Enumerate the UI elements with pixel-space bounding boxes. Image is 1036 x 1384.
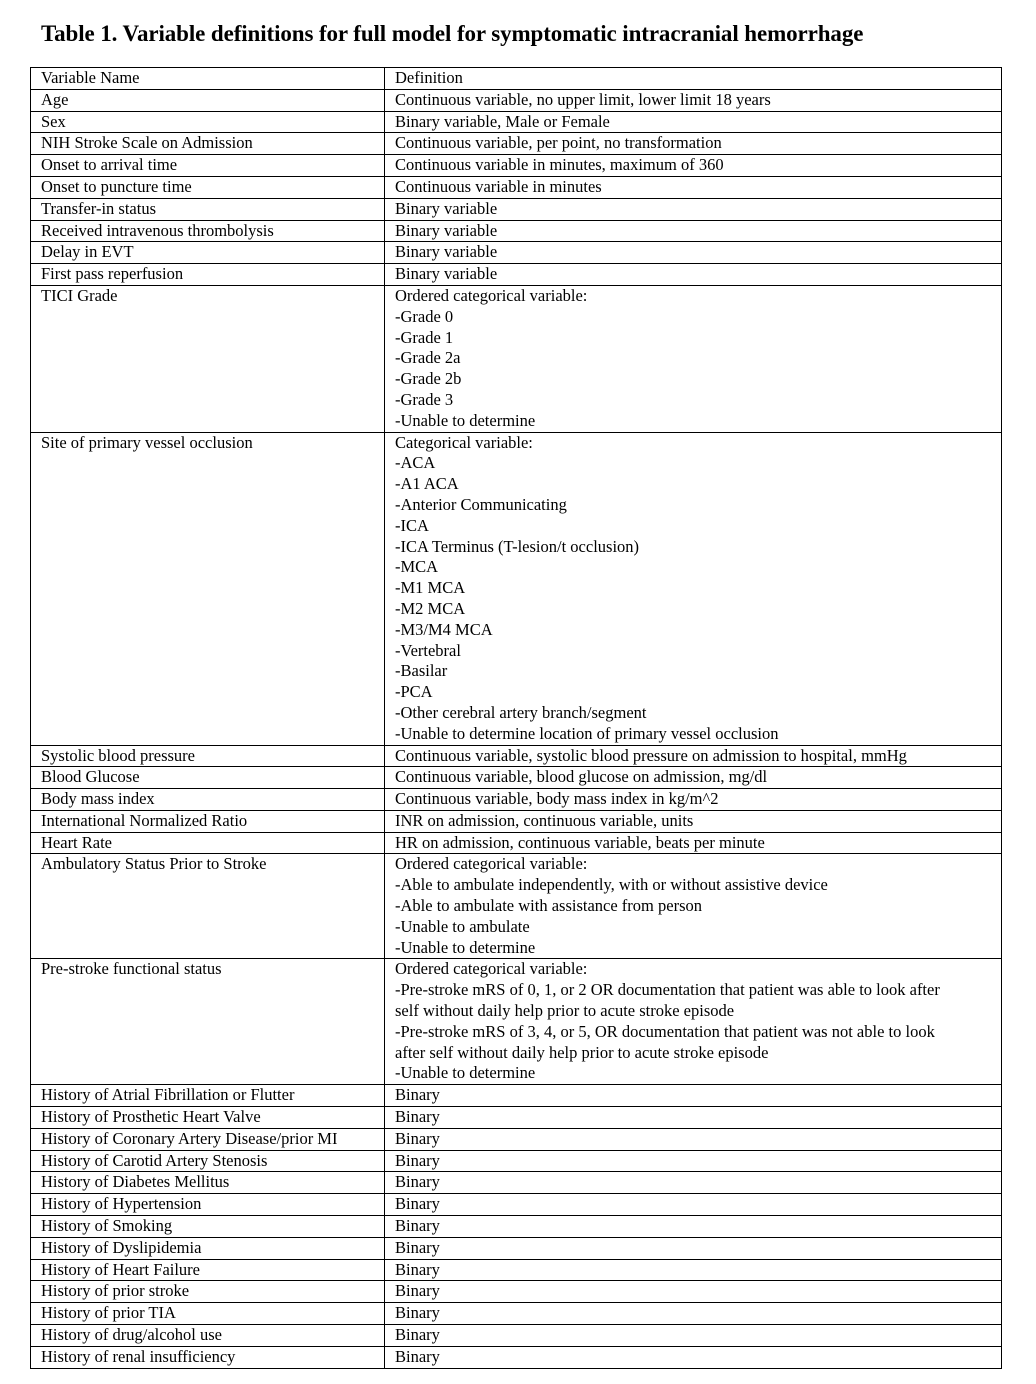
variable-name-cell: TICI Grade	[31, 285, 385, 432]
table-row	[31, 1346, 1002, 1368]
definition-line: Continuous variable in minutes	[395, 176, 602, 196]
table-row	[31, 1194, 1002, 1216]
definition-cell	[385, 1303, 1002, 1325]
definition-line: Binary variable	[395, 242, 498, 262]
definition-line: -M1 MCA	[395, 578, 466, 598]
variable-name-cell: NIH Stroke Scale on Admission	[31, 133, 385, 155]
table-row	[31, 133, 1002, 155]
definition-line: -Other cerebral artery branch/segment	[395, 702, 647, 722]
variable-name-cell: History of Dyslipidemia	[31, 1237, 385, 1259]
definition-cell	[385, 285, 1002, 432]
definition-cell	[385, 767, 1002, 789]
definition-line: -Grade 0	[395, 306, 454, 326]
definition-line: -Grade 2b	[395, 369, 462, 389]
variable-name-cell: Pre-stroke functional status	[31, 959, 385, 1085]
definition-line: Continuous variable, no upper limit, lower limit 18 years	[395, 89, 771, 109]
variable-name-cell: History of drug/alcohol use	[31, 1325, 385, 1347]
table-row	[31, 1237, 1002, 1259]
definition-line: self without daily help prior to acute stroke episode	[395, 1001, 735, 1021]
definition-line: Binary	[395, 1237, 440, 1257]
definition-cell	[385, 89, 1002, 111]
definition-line: -PCA	[395, 682, 433, 702]
variable-name-cell: History of Atrial Fibrillation or Flutter	[31, 1085, 385, 1107]
table-row	[31, 1303, 1002, 1325]
definition-line: -Unable to determine	[395, 410, 536, 430]
variable-name-cell: History of prior TIA	[31, 1303, 385, 1325]
variable-name-cell: History of Carotid Artery Stenosis	[31, 1150, 385, 1172]
variable-name-cell: History of Hypertension	[31, 1194, 385, 1216]
definition-cell	[385, 1128, 1002, 1150]
definition-line: Binary	[395, 1216, 440, 1236]
definition-line: Binary	[395, 1325, 440, 1345]
definition-cell	[385, 810, 1002, 832]
definition-cell	[385, 176, 1002, 198]
definition-line: Binary	[395, 1172, 440, 1192]
table-row	[31, 176, 1002, 198]
definition-line: Ordered categorical variable:	[395, 285, 588, 305]
variable-name-cell: Transfer-in status	[31, 198, 385, 220]
definition-line: -Able to ambulate independently, with or without assistive device	[395, 875, 828, 895]
variable-name-cell: History of Heart Failure	[31, 1259, 385, 1281]
definition-line: Ordered categorical variable:	[395, 959, 588, 979]
variable-name-cell: Delay in EVT	[31, 242, 385, 264]
definition-cell	[385, 1325, 1002, 1347]
variable-name-cell: Sex	[31, 111, 385, 133]
definition-line: Binary	[395, 1194, 440, 1214]
definition-line: -Anterior Communicating	[395, 494, 567, 514]
definition-line: HR on admission, continuous variable, beats per minute	[395, 832, 765, 852]
definition-cell	[385, 1085, 1002, 1107]
definition-line: Continuous variable in minutes, maximum of 360	[395, 155, 724, 175]
definition-line: -Pre-stroke mRS of 0, 1, or 2 OR documentation that patient was able to look after	[395, 980, 940, 1000]
table-row	[31, 1259, 1002, 1281]
variable-name-cell: History of Coronary Artery Disease/prior MI	[31, 1128, 385, 1150]
definition-line: Continuous variable, body mass index in kg/m^2	[395, 789, 719, 809]
table-row	[31, 1085, 1002, 1107]
variable-name-cell: International Normalized Ratio	[31, 810, 385, 832]
table-title: Table 1. Variable definitions for full model for symptomatic intracranial hemorrhage	[41, 21, 864, 46]
definition-cell	[385, 220, 1002, 242]
definition-line: -Unable to ambulate	[395, 916, 530, 936]
definition-cell	[385, 1281, 1002, 1303]
variable-name-cell: Heart Rate	[31, 832, 385, 854]
definition-line: Binary variable	[395, 264, 498, 284]
variable-name-cell: Systolic blood pressure	[31, 745, 385, 767]
definition-line: Continuous variable, systolic blood pressure on admission to hospital, mmHg	[395, 745, 907, 765]
table-row	[31, 959, 1002, 1085]
definition-line: Binary variable	[395, 198, 498, 218]
definition-cell	[385, 1194, 1002, 1216]
table-row	[31, 89, 1002, 111]
definition-line: Binary	[395, 1128, 440, 1148]
definition-cell	[385, 264, 1002, 286]
definition-line: -Unable to determine	[395, 937, 536, 957]
definition-line: -Grade 2a	[395, 348, 461, 368]
definition-cell	[385, 1346, 1002, 1368]
variable-name-cell: Site of primary vessel occlusion	[31, 432, 385, 745]
definition-line: -Grade 3	[395, 389, 454, 409]
definition-line: -Unable to determine	[395, 1063, 536, 1083]
definition-line: -M3/M4 MCA	[395, 619, 493, 639]
definition-line: -Basilar	[395, 661, 448, 681]
table-row	[31, 789, 1002, 811]
table-row	[31, 1216, 1002, 1238]
variable-name-cell: Blood Glucose	[31, 767, 385, 789]
definition-line: Binary	[395, 1259, 440, 1279]
variable-name-cell: First pass reperfusion	[31, 264, 385, 286]
variable-definitions-table	[30, 67, 1002, 1369]
definition-line: -MCA	[395, 557, 439, 577]
definition-cell	[385, 832, 1002, 854]
definition-line: Continuous variable, per point, no transformation	[395, 133, 722, 153]
definition-cell	[385, 959, 1002, 1085]
header-variable-name: Variable Name	[31, 68, 385, 90]
table-row	[31, 155, 1002, 177]
table-row	[31, 1281, 1002, 1303]
table-row	[31, 1172, 1002, 1194]
definition-cell	[385, 1172, 1002, 1194]
table-row	[31, 832, 1002, 854]
definition-cell	[385, 1216, 1002, 1238]
definition-line: Ordered categorical variable:	[395, 854, 588, 874]
header-definition: Definition	[385, 68, 1002, 90]
definition-line: -ICA Terminus (T-lesion/t occlusion)	[395, 536, 640, 556]
variable-name-cell: History of prior stroke	[31, 1281, 385, 1303]
table-row	[31, 264, 1002, 286]
definition-line: Binary	[395, 1281, 440, 1301]
definition-cell	[385, 242, 1002, 264]
definition-line: -A1 ACA	[395, 474, 459, 494]
variable-name-cell: Onset to arrival time	[31, 155, 385, 177]
table-body	[31, 89, 1002, 1368]
table-row	[31, 1128, 1002, 1150]
definition-cell	[385, 1237, 1002, 1259]
definition-line: -Able to ambulate with assistance from person	[395, 896, 702, 916]
variable-name-cell: History of Prosthetic Heart Valve	[31, 1107, 385, 1129]
definition-line: -M2 MCA	[395, 598, 466, 618]
definition-line: -Grade 1	[395, 327, 454, 347]
table-row	[31, 854, 1002, 959]
table-row	[31, 767, 1002, 789]
definition-line: Binary	[395, 1346, 440, 1366]
definition-cell	[385, 1150, 1002, 1172]
definition-cell	[385, 1107, 1002, 1129]
definition-line: Categorical variable:	[395, 432, 533, 452]
definition-line: INR on admission, continuous variable, units	[395, 810, 694, 830]
definition-cell	[385, 789, 1002, 811]
variable-name-cell: History of Smoking	[31, 1216, 385, 1238]
table-row	[31, 220, 1002, 242]
definition-line: -Vertebral	[395, 640, 461, 660]
definition-cell	[385, 198, 1002, 220]
definition-cell	[385, 1259, 1002, 1281]
table-row	[31, 1150, 1002, 1172]
definition-line: -ACA	[395, 453, 436, 473]
variable-name-cell: Received intravenous thrombolysis	[31, 220, 385, 242]
variable-name-cell: Age	[31, 89, 385, 111]
header-row	[31, 68, 1002, 90]
table-row	[31, 285, 1002, 432]
definition-cell	[385, 432, 1002, 745]
table-row	[31, 432, 1002, 745]
definition-line: Binary	[395, 1107, 440, 1127]
definition-cell	[385, 854, 1002, 959]
variable-name-cell: Ambulatory Status Prior to Stroke	[31, 854, 385, 959]
definition-line: Binary	[395, 1085, 440, 1105]
definition-cell	[385, 133, 1002, 155]
definition-line: -ICA	[395, 515, 429, 535]
table-row	[31, 111, 1002, 133]
variable-name-cell: Onset to puncture time	[31, 176, 385, 198]
table-row	[31, 745, 1002, 767]
definition-cell	[385, 155, 1002, 177]
definition-cell	[385, 111, 1002, 133]
table-row	[31, 1325, 1002, 1347]
table-row	[31, 198, 1002, 220]
definition-line: Binary variable	[395, 220, 498, 240]
table-row	[31, 810, 1002, 832]
variable-name-cell: Body mass index	[31, 789, 385, 811]
table-row	[31, 1107, 1002, 1129]
table-row	[31, 242, 1002, 264]
variable-name-cell: History of renal insufficiency	[31, 1346, 385, 1368]
definition-line: Binary variable, Male or Female	[395, 111, 610, 131]
definition-line: -Unable to determine location of primary vessel occlusion	[395, 723, 779, 743]
definition-line: -Pre-stroke mRS of 3, 4, or 5, OR documentation that patient was not able to look	[395, 1021, 935, 1041]
definition-line: Binary	[395, 1150, 440, 1170]
definition-cell	[385, 745, 1002, 767]
definition-line: Binary	[395, 1303, 440, 1323]
variable-name-cell: History of Diabetes Mellitus	[31, 1172, 385, 1194]
definition-line: Continuous variable, blood glucose on admission, mg/dl	[395, 767, 768, 787]
definition-line: after self without daily help prior to acute stroke episode	[395, 1042, 769, 1062]
